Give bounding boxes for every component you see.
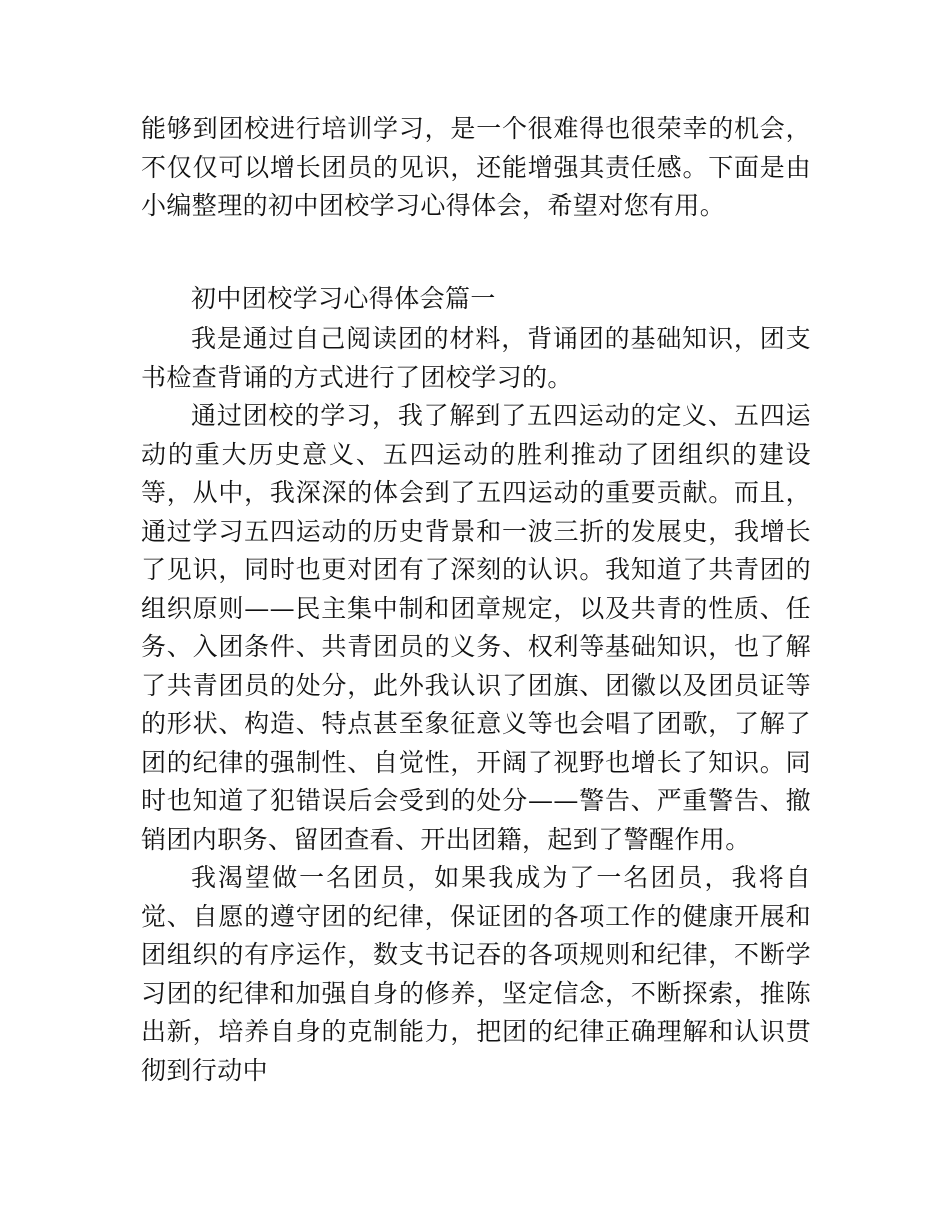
section-heading: 初中团校学习心得体会篇一 — [191, 284, 496, 313]
body-text — [141, 320, 811, 1090]
body-paragraph: 通过团校的学习，我了解到了五四运动的定义、五四运动的重大历史意义、五四运动的胜利推动了团组织的建设等，从中，我深深的体会到了五四运动的重要贡献。而且，通过学习五四运动的历史背景和一波三折的发展史，我增长了见识，同时也更对团有了深刻的认识。我知道了共青团的组织原则——民主集中制和团章规定，以及共青的性质、任务、入团条件、共青团员的义务、权利等基础知识，也了解了共青团员的处分，此外我认识了团旗、团徽以及团员证等的形状、构造、特点甚至象征意义等也会唱了团歌，了解了团的纪律的强制性、自觉性，开阔了视野也增长了知识。同时也知道了犯错误后会受到的处分——警告、严重警告、撤销团内职务、留团查看、开出团籍，起到了警醒作用。 — [141, 401, 811, 854]
body-paragraph: 我渴望做一名团员，如果我成为了一名团员，我将自觉、自愿的遵守团的纪律，保证团的各项工作的健康开展和团组织的有序运作，数支书记吞的各项规则和纪律，不断学习团的纪律和加强自身的修养，坚定信念，不断探索，推陈出新，培养自身的克制能力，把团的纪律正确理解和认识贯彻到行动中 — [141, 863, 811, 1085]
intro-paragraph: 能够到团校进行培训学习，是一个很难得也很荣幸的机会，不仅仅可以增长团员的见识，还能增强其责任感。下面是由小编整理的初中团校学习心得体会，希望对您有用。 — [141, 114, 811, 220]
body-paragraph: 我是通过自己阅读团的材料，背诵团的基础知识，团支书检查背诵的方式进行了团校学习的。 — [141, 324, 811, 392]
